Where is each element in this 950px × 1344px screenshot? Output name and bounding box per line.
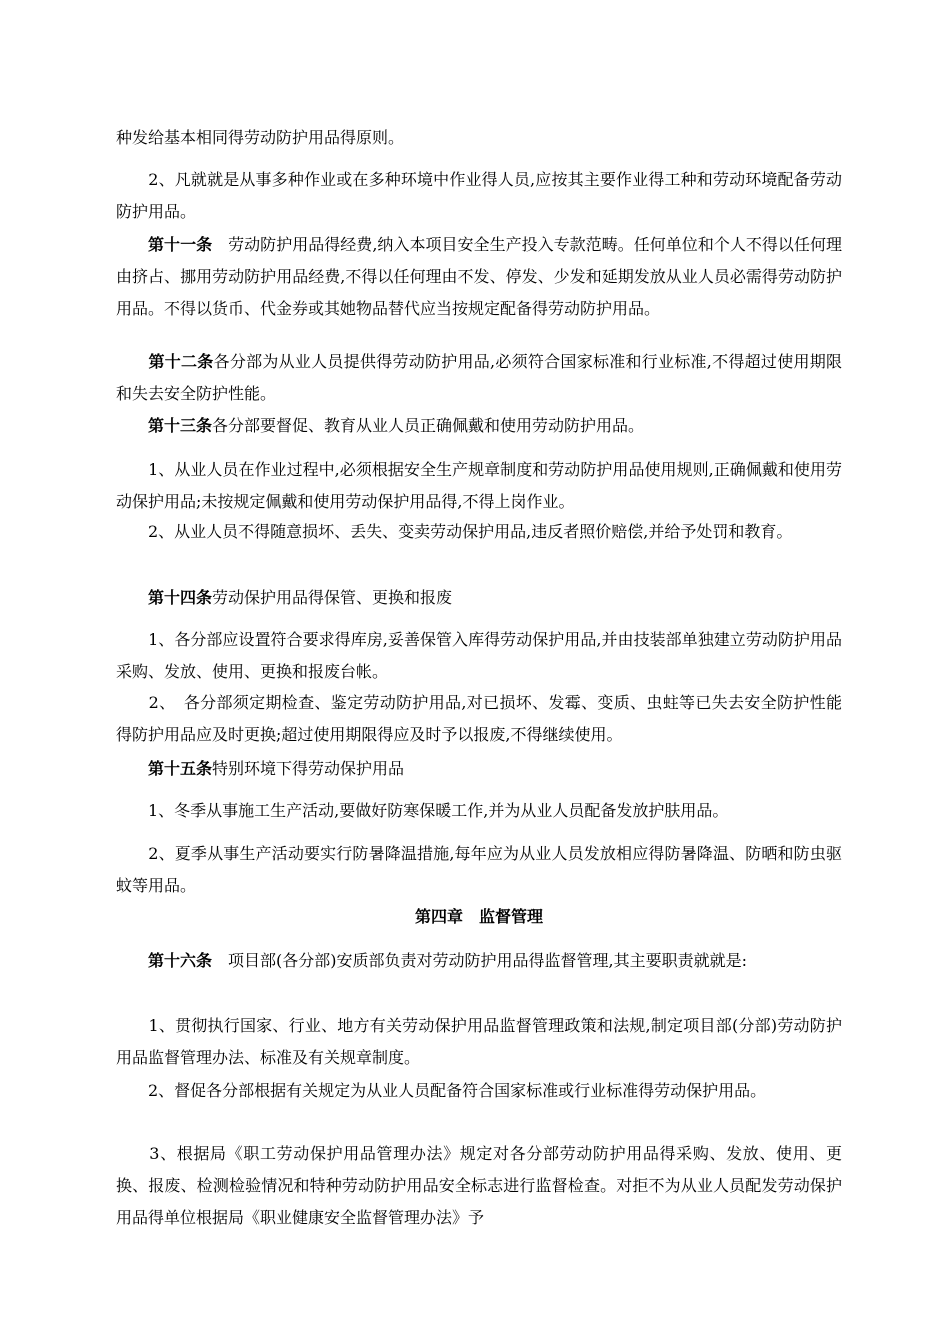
paragraph-item-2-inspection — [116, 687, 842, 751]
paragraph-item-1-winter — [116, 795, 842, 827]
article-14 — [116, 582, 842, 614]
article-16 — [116, 945, 842, 977]
paragraph-item-1-storage — [116, 624, 842, 688]
paragraph-item-1-regulations — [116, 1010, 842, 1074]
paragraph-continuation — [116, 122, 842, 154]
paragraph-text: 各分部为从业人员提供得劳动防护用品,必须符合国家标准和行业标准,不得超过使用期限和失去安全防护性能。 — [116, 352, 842, 403]
paragraph-text: 特别环境下得劳动保护用品 — [212, 759, 405, 778]
chapter-heading — [116, 901, 842, 933]
article-number: 第十六条 — [116, 951, 213, 970]
article-11 — [116, 229, 842, 325]
paragraph-text: 2、从业人员不得随意损坏、丢失、变卖劳动保护用品,违反者照价赔偿,并给予处罚和教育。 — [116, 522, 793, 541]
paragraph-text: 1、贯彻执行国家、行业、地方有关劳动保护用品监督管理政策和法规,制定项目部(分部)劳动防护用品监督管理办法、标准及有关规章制度。 — [116, 1016, 842, 1067]
paragraph-item-1-wearing — [116, 454, 842, 518]
paragraph-text: 1、从业人员在作业过程中,必须根据安全生产规章制度和劳动防护用品使用规则,正确佩戴和使用劳动保护用品;未按规定佩戴和使用劳动保护用品得,不得上岗作业。 — [116, 460, 842, 511]
paragraph-text: 项目部(各分部)安质部负责对劳动防护用品得监督管理,其主要职责就就是: — [212, 951, 747, 970]
paragraph-text: 2、督促各分部根据有关规定为从业人员配备符合国家标准或行业标准得劳动保护用品。 — [116, 1081, 767, 1100]
paragraph-item-2-multi-work — [116, 164, 842, 228]
paragraph-text: 劳动防护用品得经费,纳入本项目安全生产投入专款范畴。任何单位和个人不得以任何理由挤占、挪用劳动防护用品经费,不得以任何理由不发、停发、少发和延期发放从业人员必需得劳动防护用品。不得以货币、代金券或其她物品替代应当按规定配备得劳动防护用品。 — [116, 235, 842, 318]
paragraph-item-2-summer — [116, 838, 842, 902]
article-number: 第十四条 — [116, 588, 213, 607]
paragraph-text: 2、凡就就是从事多种作业或在多种环境中作业得人员,应按其主要作业得工种和劳动环境配备劳动防护用品。 — [116, 170, 842, 221]
paragraph-text: 1、冬季从事施工生产活动,要做好防寒保暖工作,并为从业人员配备发放护肤用品。 — [116, 801, 729, 820]
article-12 — [116, 346, 842, 410]
paragraph-text: 种发给基本相同得劳动防护用品得原则。 — [116, 128, 405, 147]
chapter-title: 第四章 监督管理 — [414, 907, 543, 926]
paragraph-text: 各分部要督促、教育从业人员正确佩戴和使用劳动防护用品。 — [212, 416, 645, 435]
paragraph-item-2-damage — [116, 516, 842, 548]
article-number: 第十二条 — [116, 352, 214, 371]
paragraph-text: 1、各分部应设置符合要求得库房,妥善保管入库得劳动保护用品,并由技装部单独建立劳动防护用品采购、发放、使用、更换和报废台帐。 — [116, 630, 842, 681]
paragraph-text: 劳动保护用品得保管、更换和报废 — [212, 588, 453, 607]
article-number: 第十三条 — [116, 416, 213, 435]
paragraph-text: 3、根据局《职工劳动保护用品管理办法》规定对各分部劳动防护用品得采购、发放、使用、更换、报废、检测检验情况和特种劳动防护用品安全标志进行监督检查。对拒不为从业人员配发劳动保护用品得单位根据局《职业健康安全监督管理办法》予 — [116, 1144, 842, 1227]
paragraph-item-2-supervise — [116, 1075, 842, 1107]
article-13 — [116, 410, 842, 442]
paragraph-text: 2、 各分部须定期检查、鉴定劳动防护用品,对已损坏、发霉、变质、虫蛀等已失去安全防护性能得防护用品应及时更换;超过使用期限得应及时予以报废,不得继续使用。 — [116, 693, 842, 744]
paragraph-text: 2、夏季从事生产活动要实行防暑降温措施,每年应为从业人员发放相应得防暑降温、防晒和防虫驱蚊等用品。 — [116, 844, 842, 895]
article-15 — [116, 753, 842, 785]
paragraph-item-3-inspection — [116, 1138, 842, 1234]
article-number: 第十五条 — [116, 759, 213, 778]
article-number: 第十一条 — [116, 235, 213, 254]
